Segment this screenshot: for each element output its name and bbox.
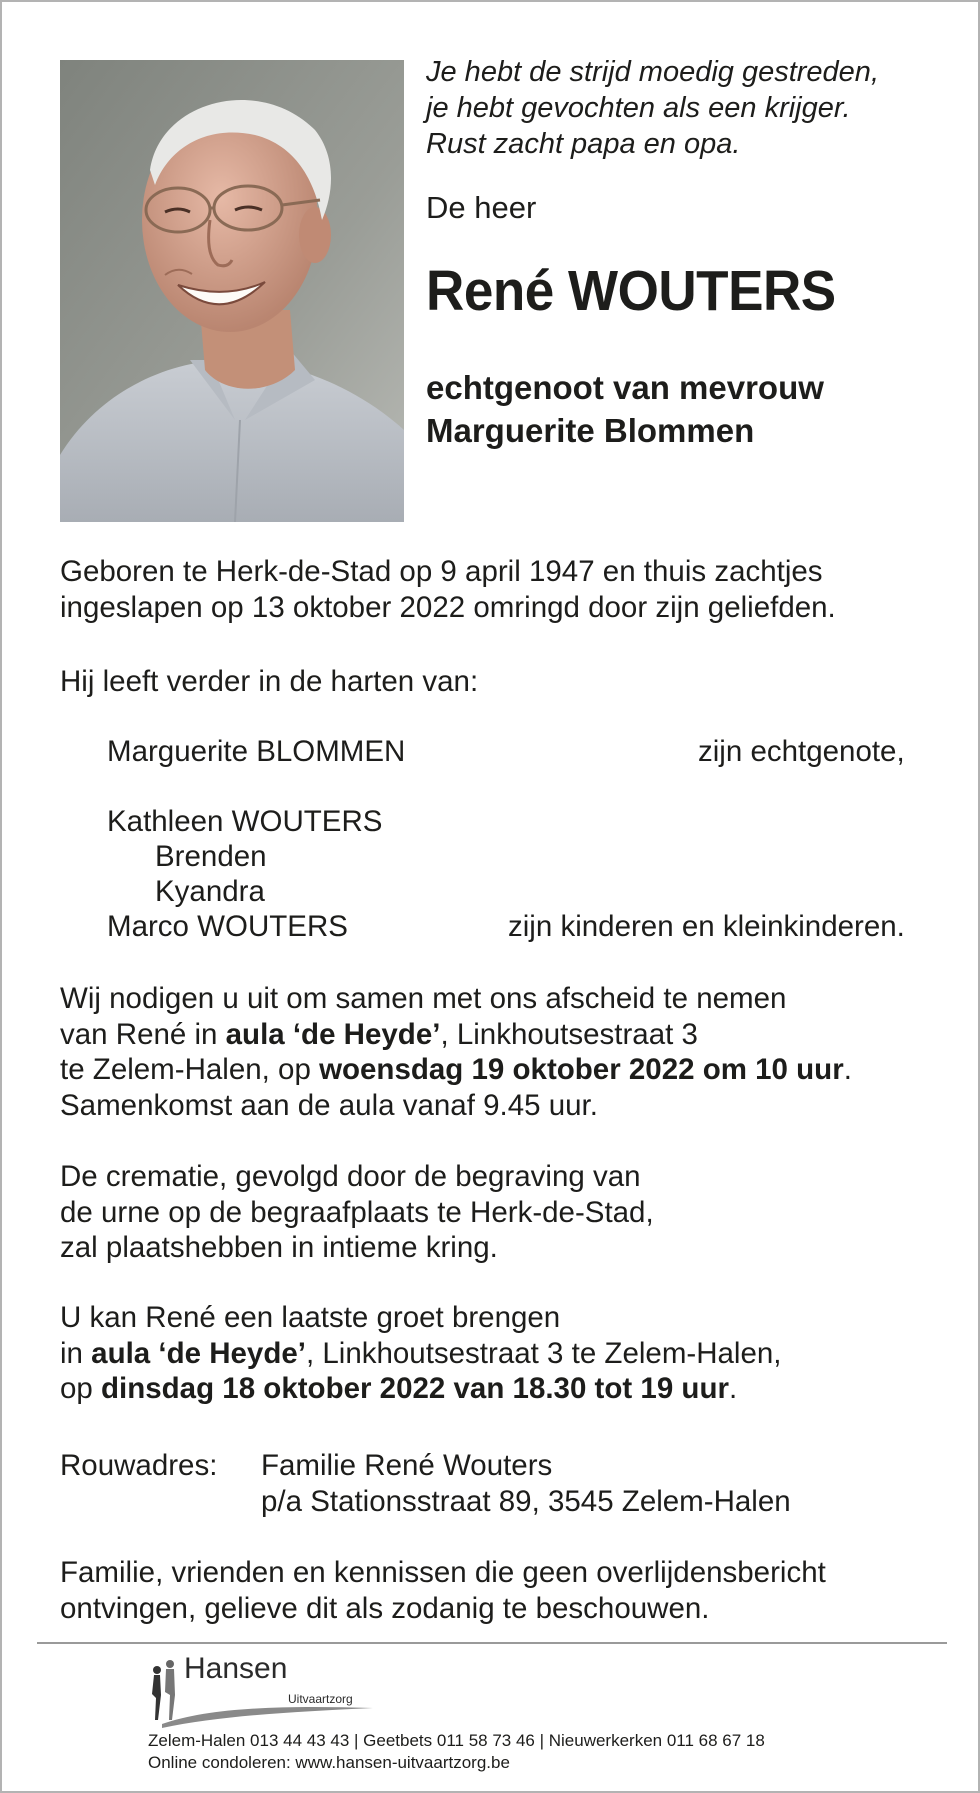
farewell-line-4: Samenkomst aan de aula vanaf 9.45 uur. bbox=[60, 1088, 598, 1122]
title-prefix: De heer bbox=[426, 190, 537, 225]
memorial-quote bbox=[426, 54, 879, 162]
birth-paragraph bbox=[60, 554, 836, 625]
farewell-paragraph bbox=[60, 981, 852, 1123]
footer-online: Online condoleren: www.hansen-uitvaartzorg.be bbox=[148, 1753, 510, 1772]
cremation-line-1: De crematie, gevolgd door de begraving van bbox=[60, 1160, 641, 1193]
greeting-paragraph bbox=[60, 1300, 781, 1407]
greeting-line-3: op dinsdag 18 oktober 2022 van 18.30 tot 19 uur. bbox=[60, 1372, 738, 1405]
quote-line-2: je hebt gevochten als een krijger. bbox=[426, 92, 851, 124]
closing-line-1: Familie, vrienden en kennissen die geen overlijdensbericht bbox=[60, 1556, 826, 1589]
closing-line-2: ontvingen, gelieve dit als zodanig te beschouwen. bbox=[60, 1591, 710, 1625]
cremation-line-3: zal plaatshebben in intieme kring. bbox=[60, 1231, 498, 1264]
address-line-2: p/a Stationsstraat 89, 3545 Zelem-Halen bbox=[261, 1484, 791, 1518]
address-label: Rouwadres: bbox=[60, 1449, 218, 1482]
survivor-spouse-name: Marguerite BLOMMEN bbox=[107, 735, 406, 768]
footer-phones: Zelem-Halen 013 44 43 43 | Geetbets 011 58 73 46 | Nieuwerkerken 011 68 67 18 bbox=[148, 1731, 765, 1750]
address-line-1: Familie René Wouters bbox=[261, 1449, 553, 1482]
logo-name: Hansen bbox=[184, 1652, 288, 1685]
closing-paragraph bbox=[60, 1555, 826, 1626]
survivor-grandchild-1: Brenden bbox=[155, 840, 267, 873]
survivor-spouse-role: zijn echtgenote, bbox=[698, 735, 905, 768]
survivor-child-1: Kathleen WOUTERS bbox=[107, 805, 383, 838]
survivors-intro: Hij leeft verder in de harten van: bbox=[60, 665, 479, 698]
greeting-line-2: in aula ‘de Heyde’, Linkhoutsestraat 3 te Zelem-Halen, bbox=[60, 1336, 782, 1370]
logo-subtitle: Uitvaartzorg bbox=[288, 1692, 353, 1706]
survivor-children-role: zijn kinderen en kleinkinderen. bbox=[508, 910, 905, 943]
farewell-line-3: te Zelem-Halen, op woensdag 19 oktober 2022 om 10 uur. bbox=[60, 1053, 852, 1086]
spouse-info bbox=[426, 366, 824, 452]
portrait-photo bbox=[60, 60, 404, 522]
birth-line-2: ingeslapen op 13 oktober 2022 omringd door zijn geliefden. bbox=[60, 590, 836, 624]
funeral-home-logo bbox=[148, 1650, 378, 1730]
quote-line-3: Rust zacht papa en opa. bbox=[426, 128, 741, 160]
quote-line-1: Je hebt de strijd moedig gestreden, bbox=[426, 56, 879, 88]
deceased-name: René WOUTERS bbox=[426, 259, 836, 323]
spouse-line-2: Marguerite Blommen bbox=[426, 412, 755, 449]
survivor-child-2: Marco WOUTERS bbox=[107, 910, 348, 943]
cremation-line-2: de urne op de begraafplaats te Herk-de-Stad, bbox=[60, 1195, 654, 1229]
footer-divider bbox=[37, 1642, 947, 1644]
greeting-line-1: U kan René een laatste groet brengen bbox=[60, 1301, 561, 1334]
survivor-grandchild-2: Kyandra bbox=[155, 875, 265, 908]
birth-line-1: Geboren te Herk-de-Stad op 9 april 1947 en thuis zachtjes bbox=[60, 555, 823, 588]
farewell-line-1: Wij nodigen u uit om samen met ons afscheid te nemen bbox=[60, 982, 787, 1015]
address-block bbox=[261, 1448, 791, 1519]
farewell-line-2: van René in aula ‘de Heyde’, Linkhoutsestraat 3 bbox=[60, 1017, 698, 1051]
spouse-line-1: echtgenoot van mevrouw bbox=[426, 369, 824, 406]
cremation-paragraph bbox=[60, 1159, 654, 1266]
